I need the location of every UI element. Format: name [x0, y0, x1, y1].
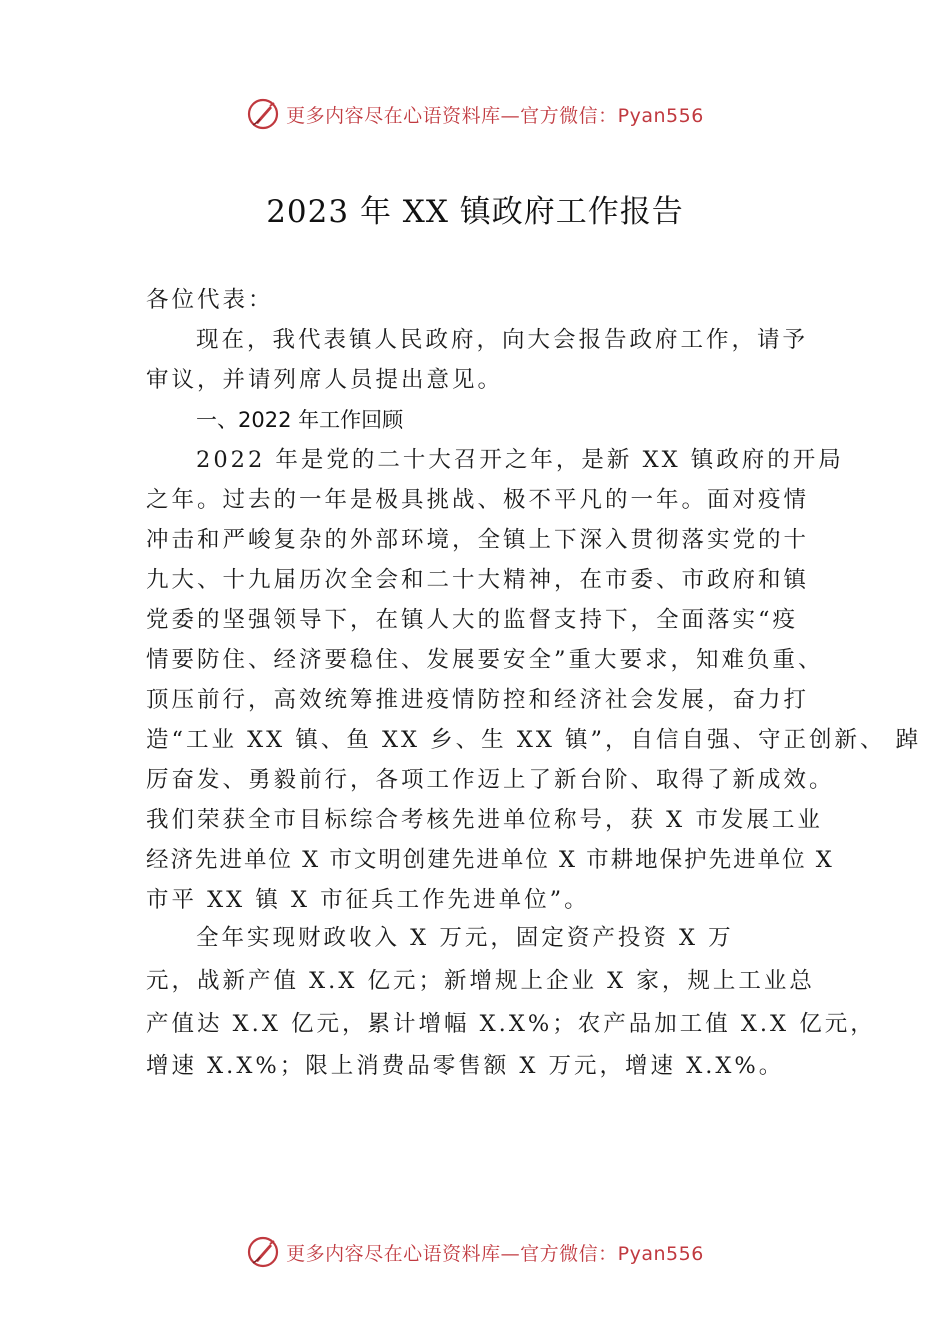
- document-title: 2023 年 XX 镇政府工作报告: [266, 194, 684, 230]
- paragraph-line: 厉奋发、勇毅前行，各项工作迈上了新台阶、取得了新成效。: [146, 767, 835, 793]
- paragraph-line: 元，战新产值 X.X 亿元；新增规上企业 X 家，规上工业总: [146, 968, 815, 994]
- footer-watermark: [0, 1232, 950, 1272]
- wechat-id: Pyan556: [617, 104, 704, 127]
- paragraph-line: 之年。过去的一年是极具挑战、极不平凡的一年。面对疫情: [146, 487, 810, 513]
- paragraph-line: 2022 年是党的二十大召开之年，是新 XX 镇政府的开局: [196, 447, 844, 473]
- watermark-text: 更多内容尽在心语资料库—官方微信：Pyan556: [286, 1242, 704, 1265]
- paragraph-line: 冲击和严峻复杂的外部环境，全镇上下深入贯彻落实党的十: [146, 527, 810, 553]
- paragraph-line: 造“工业 XX 镇、鱼 XX 乡、生 XX 镇”，自信自强、守正创新、 踔: [146, 727, 922, 753]
- paragraph-line: 经济先进单位 X 市文明创建先进单位 X 市耕地保护先进单位 X: [146, 847, 834, 873]
- section-heading: 一、2022 年工作回顾: [196, 408, 404, 432]
- paragraph-line: 党委的坚强领导下，在镇人大的监督支持下，全面落实“疫: [146, 607, 799, 633]
- paragraph-line: 我们荣获全市目标综合考核先进单位称号，获 X 市发展工业: [146, 807, 823, 833]
- paragraph-line: 全年实现财政收入 X 万元，固定资产投资 X 万: [196, 925, 734, 951]
- quill-pen-logo-icon: [246, 97, 280, 131]
- wechat-id: Pyan556: [617, 1242, 704, 1265]
- intro-line: 现在，我代表镇人民政府，向大会报告政府工作，请予: [196, 327, 809, 353]
- intro-line: 审议，并请列席人员提出意见。: [146, 367, 504, 393]
- paragraph-line: 增速 X.X%；限上消费品零售额 X 万元，增速 X.X%。: [146, 1053, 785, 1079]
- quill-pen-logo-icon: [246, 1235, 280, 1269]
- watermark-text: 更多内容尽在心语资料库—官方微信：Pyan556: [286, 104, 704, 127]
- paragraph-line: 情要防住、经济要稳住、发展要安全”重大要求，知难负重、: [146, 647, 824, 673]
- salutation: 各位代表：: [146, 287, 274, 313]
- paragraph-line: 产值达 X.X 亿元，累计增幅 X.X%；农产品加工值 X.X 亿元，: [146, 1011, 876, 1037]
- paragraph-line: 市平 XX 镇 X 市征兵工作先进单位”。: [146, 887, 590, 913]
- paragraph-line: 顶压前行，高效统筹推进疫情防控和经济社会发展，奋力打: [146, 687, 810, 713]
- header-watermark: [0, 94, 950, 134]
- paragraph-line: 九大、十九届历次全会和二十大精神，在市委、市政府和镇: [146, 567, 810, 593]
